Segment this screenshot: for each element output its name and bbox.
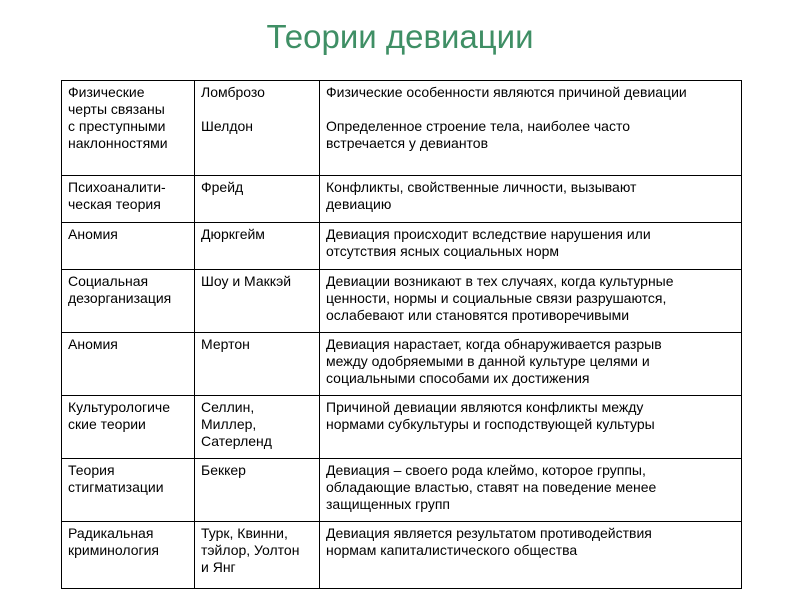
cell-text-line: Теория	[68, 462, 115, 478]
description-cell	[320, 396, 742, 459]
table-row	[62, 223, 742, 270]
cell-text-line: отсутствия ясных социальных норм	[326, 243, 560, 259]
cell-text-line: Культурологиче	[68, 399, 171, 415]
description-cell	[320, 270, 742, 333]
line-gap	[201, 101, 313, 118]
cell-text-line: ские теории	[68, 416, 146, 432]
cell-text-line: Миллер,	[201, 416, 257, 432]
line-gap	[326, 101, 735, 118]
cell-text-line: Причиной девиации являются конфликты между	[326, 399, 644, 415]
description-cell	[320, 81, 742, 176]
cell-text-line: ческая теория	[68, 196, 161, 212]
cell-text-line: Девиация происходит вследствие нарушения или	[326, 226, 651, 242]
cell-text-line: Психоаналити-	[68, 179, 166, 195]
theory-cell	[62, 176, 195, 223]
authors-cell	[195, 81, 320, 176]
cell-text-line: Аномия	[68, 226, 118, 242]
cell-text-line: Ломброзо	[201, 84, 265, 100]
cell-text-line: Социальная	[68, 273, 149, 289]
page-title: Теории девиации	[266, 18, 534, 55]
description-cell	[320, 176, 742, 223]
cell-text-line: Физические	[68, 84, 145, 100]
cell-text-line: Беккер	[201, 462, 246, 478]
theory-cell	[62, 333, 195, 396]
cell-text-line: Фрейд	[201, 179, 244, 195]
cell-text-line: криминология	[68, 542, 160, 558]
cell-text-line: тэйлор, Уолтон	[201, 542, 300, 558]
table-row	[62, 333, 742, 396]
table-row	[62, 459, 742, 522]
cell-text-line: Мертон	[201, 336, 250, 352]
table-row	[62, 81, 742, 176]
cell-text-line: Радикальная	[68, 525, 154, 541]
table-row	[62, 176, 742, 223]
cell-text-line: Аномия	[68, 336, 118, 352]
cell-text-line: Девиация – своего рода клеймо, которое группы,	[326, 462, 646, 478]
cell-text-line: Шелдон	[201, 118, 254, 134]
cell-text-line: дезорганизация	[68, 290, 172, 306]
description-cell	[320, 333, 742, 396]
cell-text-line: черты связаны	[68, 101, 165, 117]
cell-text-line: Девиация является результатом противодействия	[326, 525, 652, 541]
theory-cell	[62, 396, 195, 459]
cell-text-line: ослабевают или становятся противоречивыми	[326, 307, 630, 323]
cell-text-line: Девиация нарастает, когда обнаруживается разрыв	[326, 336, 662, 352]
cell-text-line: социальными способами их достижения	[326, 370, 590, 386]
cell-text-line: девиацию	[326, 196, 392, 212]
cell-text-line: нормами субкультуры и господствующей культуры	[326, 416, 655, 432]
authors-cell	[195, 396, 320, 459]
cell-text-line: ценности, нормы и социальные связи разрушаются,	[326, 290, 667, 306]
cell-text-line: Определенное строение тела, наиболее часто	[326, 118, 631, 134]
theory-cell	[62, 459, 195, 522]
theory-cell	[62, 522, 195, 589]
cell-text-line: с преступными	[68, 118, 166, 134]
description-cell	[320, 223, 742, 270]
table-row	[62, 396, 742, 459]
theory-cell	[62, 270, 195, 333]
cell-text-line: защищенных групп	[326, 496, 451, 512]
authors-cell	[195, 459, 320, 522]
table-row	[62, 522, 742, 589]
table-body	[62, 81, 742, 589]
cell-text-line: между одобряемыми в данной культуре целями и	[326, 353, 650, 369]
authors-cell	[195, 333, 320, 396]
authors-cell	[195, 223, 320, 270]
authors-cell	[195, 522, 320, 589]
cell-text-line: Конфликты, свойственные личности, вызывают	[326, 179, 637, 195]
cell-text-line: наклонностями	[68, 135, 168, 151]
authors-cell	[195, 176, 320, 223]
cell-text-line: Шоу и Маккэй	[201, 273, 292, 289]
authors-cell	[195, 270, 320, 333]
description-cell	[320, 522, 742, 589]
cell-text-line: Физические особенности являются причиной девиации	[326, 84, 687, 100]
theory-cell	[62, 223, 195, 270]
cell-text-line: Турк, Квинни,	[201, 525, 288, 541]
cell-text-line: и Янг	[201, 559, 236, 575]
cell-text-line: Дюркгейм	[201, 226, 265, 242]
cell-text-line: Сатерленд	[201, 433, 272, 449]
theory-cell	[62, 81, 195, 176]
table-row	[62, 270, 742, 333]
cell-text-line: Селлин,	[201, 399, 255, 415]
cell-text-line: Девиации возникают в тех случаях, когда культурные	[326, 273, 674, 289]
cell-text-line: встречается у девиантов	[326, 135, 489, 151]
cell-text-line: стигматизации	[68, 479, 164, 495]
cell-text-line: обладающие властью, ставят на поведение менее	[326, 479, 657, 495]
description-cell	[320, 459, 742, 522]
cell-text-line: нормам капиталистического общества	[326, 542, 578, 558]
deviation-theories-table	[61, 80, 742, 589]
